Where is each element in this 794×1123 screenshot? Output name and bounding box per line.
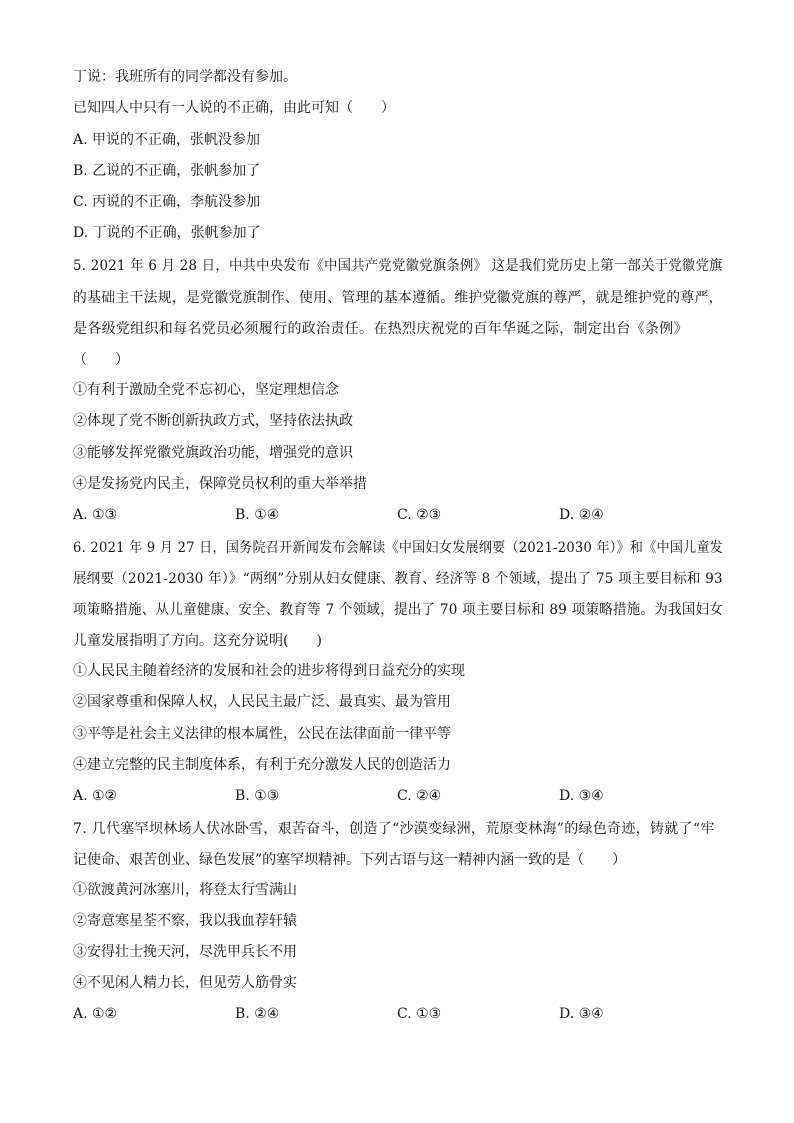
q5-statement-3: ③能够发挥党徽党旗政治功能，增强党的意识 — [73, 445, 353, 461]
q7-choice-a: A. ①② — [73, 1006, 118, 1022]
q5-stem-line-4: （ ） — [73, 352, 129, 368]
q6-choice-c: C. ②④ — [397, 788, 442, 804]
q7-statement-4: ④不见闲人精力长，但见劳人筋骨实 — [73, 975, 297, 991]
q7-stem-line-1: 7. 几代塞罕坝林场人伏冰卧雪，艰苦奋斗，创造了“沙漠变绿洲，荒原变林海”的绿色奇迹，铸就了“牢 — [73, 821, 715, 837]
q6-stem-line-1: 6. 2021 年 9 月 27 日，国务院召开新闻发布会解读《中国妇女发展纲要（2021-2030 年）》和《中国儿童发 — [73, 540, 724, 556]
q6-choice-b: B. ①③ — [235, 788, 280, 804]
q6-statement-3: ③平等是社会主义法律的根本属性，公民在法律面前一律平等 — [73, 726, 451, 742]
q5-statement-2: ②体现了党不断创新执政方式，坚持依法执政 — [73, 413, 353, 429]
q6-statement-2: ②国家尊重和保障人权，人民民主最广泛、最真实、最为管用 — [73, 694, 451, 710]
q6-statement-1: ①人民民主随着经济的发展和社会的进步将得到日益充分的实现 — [73, 663, 465, 679]
q5-choice-d: D. ②④ — [559, 507, 604, 523]
prev-option-a: A. 甲说的不正确，张帆没参加 — [73, 132, 261, 148]
prev-option-b: B. 乙说的不正确，张帆参加了 — [73, 163, 261, 179]
q7-choice-c: C. ①③ — [397, 1006, 442, 1022]
prev-question: 已知四人中只有一人说的不正确，由此可知（ ） — [73, 100, 395, 116]
q6-stem-line-2: 展纲要（2021-2030 年）》“两纲”分别从妇女健康、教育、经济等 8 个领域，提出了 75 项主要目标和 93 — [73, 571, 723, 587]
q6-stem-line-3: 项策略措施、从儿童健康、安全、教育等 7 个领域，提出了 70 项主要目标和 89 项策略措施。为我国妇女 — [73, 602, 724, 618]
q7-choice-b: B. ②④ — [235, 1006, 280, 1022]
q5-stem-line-2: 的基础主干法规，是党徽党旗制作、使用、管理的基本遵循。维护党徽党旗的尊严，就是维护党的尊严， — [73, 290, 723, 306]
q7-statement-2: ②寄意寒星荃不察，我以我血荐轩辕 — [73, 913, 297, 929]
q6-statement-4: ④建立完整的民主制度体系，有利于充分激发人民的创造活力 — [73, 757, 451, 773]
q5-choice-a: A. ①③ — [73, 507, 118, 523]
q5-stem-line-1: 5. 2021 年 6 月 28 日，中共中央发布《中国共产党党徽党旗条例》 这是我们党历史上第一部关于党徽党旗 — [73, 258, 723, 274]
q7-stem-line-2: 记使命、艰苦创业、绿色发展”的塞罕坝精神。下列古语与这一精神内涵一致的是（ ） — [73, 852, 627, 868]
q6-stem-line-4: 儿童发展指明了方向。这充分说明( ) — [73, 633, 322, 649]
prev-stem-tail: 丁说：我班所有的同学都没有参加。 — [73, 69, 297, 85]
q7-choice-d: D. ③④ — [559, 1006, 604, 1022]
q7-statement-1: ①欲渡黄河冰塞川，将登太行雪满山 — [73, 882, 297, 898]
q5-choice-c: C. ②③ — [397, 507, 442, 523]
q5-statement-1: ①有利于激励全党不忘初心，坚定理想信念 — [73, 382, 339, 398]
prev-option-c: C. 丙说的不正确，李航没参加 — [73, 194, 261, 210]
q6-choice-d: D. ③④ — [559, 788, 604, 804]
q5-stem-line-3: 是各级党组织和每名党员必须履行的政治责任。在热烈庆祝党的百年华诞之际，制定出台《条例》 — [73, 321, 688, 337]
q7-statement-3: ③安得壮士挽天河，尽洗甲兵长不用 — [73, 944, 297, 960]
q6-choice-a: A. ①② — [73, 788, 118, 804]
q5-choice-b: B. ①④ — [235, 507, 280, 523]
q5-statement-4: ④是发扬党内民主，保障党员权利的重大举举措 — [73, 476, 367, 492]
prev-option-d: D. 丁说的不正确，张帆参加了 — [73, 225, 261, 241]
